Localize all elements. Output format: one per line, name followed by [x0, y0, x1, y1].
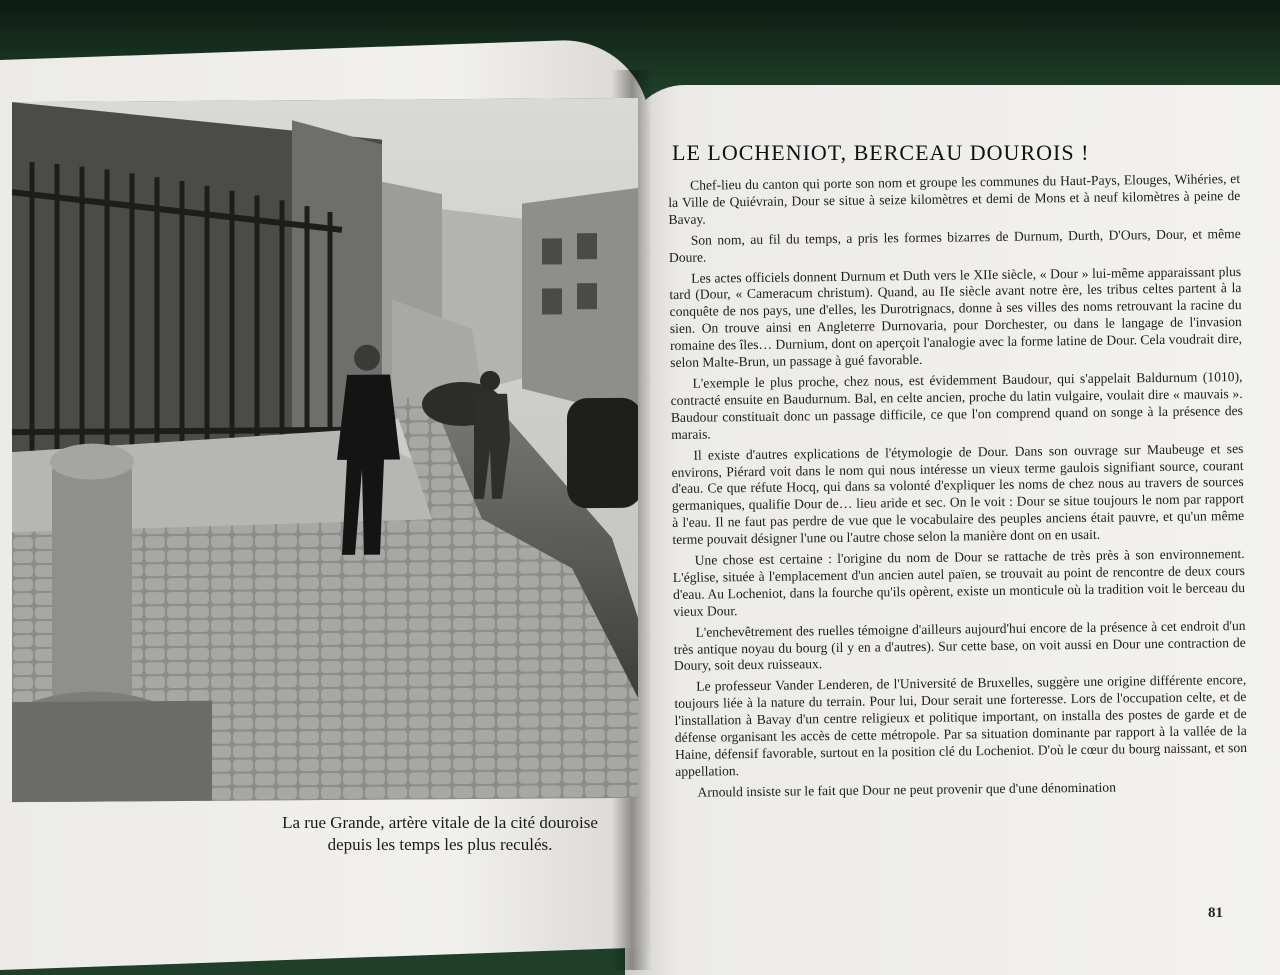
caption-line-1: La rue Grande, artère vitale de la cité douroise: [282, 813, 598, 832]
paragraph: Le professeur Vander Lenderen, de l'Université de Bruxelles, suggère une origine différente encore, toujours liée à la nature du terrain. Pour lui, Dour serait une forteresse. Lors de l'occupation celte, et de l'installation à Bavay d'un centre religieux et politique important, on installa des postes de garde et de défense organisant les accès de cette métropole. Par sa situation dominante par rapport à la vallée de la Haine, défensif favorable, surtout en la position clé du Locheniot. D'où le cœur du bourg naissant, et son appellation.: [674, 672, 1248, 779]
paragraph: Les actes officiels donnent Durnum et Duth vers le XIIe siècle, « Dour » lui-même apparaissant plus tard (Dour, « Cameracum christum). Quand, au IIe siècle avant notre ère, les tribus celtes partent à la conquête de nos pays, une d'elles, les Durotrignacs, donne à ses villes des noms retrouvant la racine du sien. On trouve ainsi en Angleterre Durnovaria, pour Dorchester, ou dans le langage de l'invasion romaine des îles… Durnium, dont on aperçoit l'analogie avec la forme latine de Dour. Cela voudrait dire, selon Malte-Brun, un passage à gué favorable.: [669, 263, 1243, 371]
paragraph: L'enchevêtrement des ruelles témoigne d'ailleurs aujourd'hui encore de la présence à cet endroit d'un très antique noyau du bourg (il y en a d'autres). Sur cette base, on voit aussi en Dour une contraction de Doury, soit deux ruisseaux.: [673, 617, 1246, 674]
photo-caption: [230, 812, 650, 856]
street-photo-illustration: [12, 98, 638, 802]
article-body: [668, 171, 1248, 806]
paragraph: L'exemple le plus proche, chez nous, est évidemment Baudour, qui s'appelait Baldurnum (1010), contracté ensuite en Baudurnum. Bal, en celte ancien, proche du latin vulgaire, voulait dire « mauvais ». Baudour constituait donc un passage difficile, ce que l'on comprend quand on songe à la présence des marais.: [670, 368, 1243, 442]
paragraph: Son nom, au fil du temps, a pris les formes bizarres de Durnum, Durth, D'Ours, Dour, et même Doure.: [668, 225, 1241, 265]
paragraph: Chef-lieu du canton qui porte son nom et groupe les communes du Haut-Pays, Elouges, Wihéries, et la Ville de Quiévrain, Dour se situe à seize kilomètres et demi de Mons et à neuf kilomètres à peine de Bavay.: [668, 171, 1241, 227]
caption-line-2: depuis les temps les plus reculés.: [327, 835, 553, 854]
chapter-heading: LE LOCHENIOT, BERCEAU DOUROIS !: [672, 140, 1090, 165]
paragraph: Arnould insiste sur le fait que Dour ne peut provenir que d'une dénomination: [697, 779, 1117, 800]
page-number: 81: [1208, 905, 1223, 921]
street-photo: [12, 98, 638, 802]
paragraph: Une chose est certaine : l'origine du nom de Dour se rattache de très près à son environnement. L'église, située à l'emplacement d'un ancien autel païen, se trouvait au point de rencontre de deux cours d'eau. Au Locheniot, dans la fourche qu'ils opèrent, existe un monticule où la tradition voit le berceau du vieux Dour.: [672, 546, 1246, 619]
paragraph: Il existe d'autres explications de l'étymologie de Dour. Dans son ouvrage sur Maubeuge et ses environs, Piérard voit dans le nom qui nous intéresse un vieux terme gaulois signifiant source, courant d'eau. Ce que réfute Hocq, qui dans sa volonté d'expliquer les noms de chez nous au travers de sources germaniques, qualifie Dour de… lieu aride et sec. On le voit : Dour se situe toujours le nom par rapport à l'eau. Il ne faut pas perdre de vue que le vocabulaire des peuples anciens était pauvre, et qu'un même terme pouvait désigner l'une ou l'autre chose selon la manière dont on en usait.: [671, 440, 1245, 548]
